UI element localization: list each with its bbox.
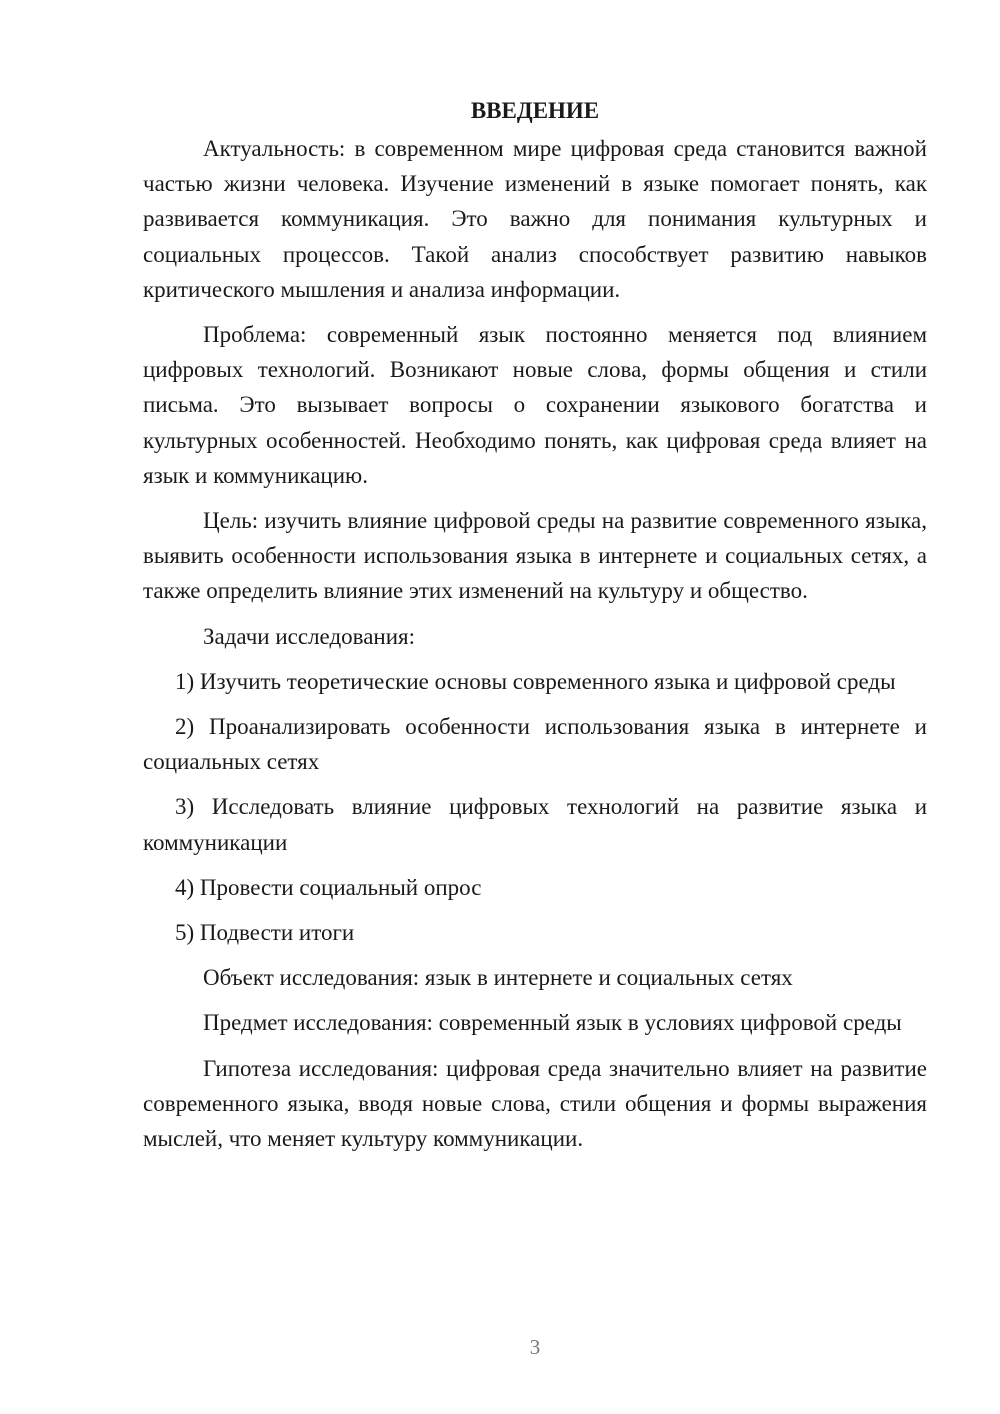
page-number: 3 xyxy=(529,1335,541,1359)
paragraph-subject: Предмет исследования: современный язык в условиях цифровой среды xyxy=(203,1010,902,1036)
paragraph-object: Объект исследования: язык в интернете и социальных сетях xyxy=(203,965,793,991)
paragraph-hypothesis: Гипотеза исследования: цифровая среда значительно влияет на развитие современного языка, вводя новые слова, стили общения и формы выражения мыслей, что меняет культуру коммуникации. xyxy=(143,1055,927,1152)
task-item-2: 2) Проанализировать особенности использования языка в интернете и социальных сетях xyxy=(143,714,927,775)
section-title: ВВЕДЕНИЕ xyxy=(470,98,600,123)
page-content xyxy=(143,96,927,1166)
paragraph-relevance: Актуальность: в современном мире цифровая среда становится важной частью жизни человека. Изучение изменений в языке помогает понять, как развивается коммуникация. Это важно для понимания культурных и социальных процессов. Такой анализ способствует развитию навыков критического мышления и анализа информации. xyxy=(143,136,927,302)
task-item-4: 4) Провести социальный опрос xyxy=(175,874,482,900)
task-item-3: 3) Исследовать влияние цифровых технологий на развитие языка и коммуникации xyxy=(143,794,927,855)
paragraph-goal: Цель: изучить влияние цифровой среды на развитие современного языка, выявить особенности использования языка в интернете и социальных сетях, а также определить влияние этих изменений на культуру и общество. xyxy=(143,508,927,604)
task-item-5: 5) Подвести итоги xyxy=(175,920,355,946)
paragraph-problem: Проблема: современный язык постоянно меняется под влиянием цифровых технологий. Возникают новые слова, формы общения и стили письма. Это вызывает вопросы о сохранении языкового богатства и культурных особенностей. Необходимо понять, как цифровая среда влияет на язык и коммуникацию. xyxy=(143,322,927,488)
paragraph-tasks-heading: Задачи исследования: xyxy=(203,623,416,649)
task-item-1: 1) Изучить теоретические основы современного языка и цифровой среды xyxy=(175,668,896,694)
